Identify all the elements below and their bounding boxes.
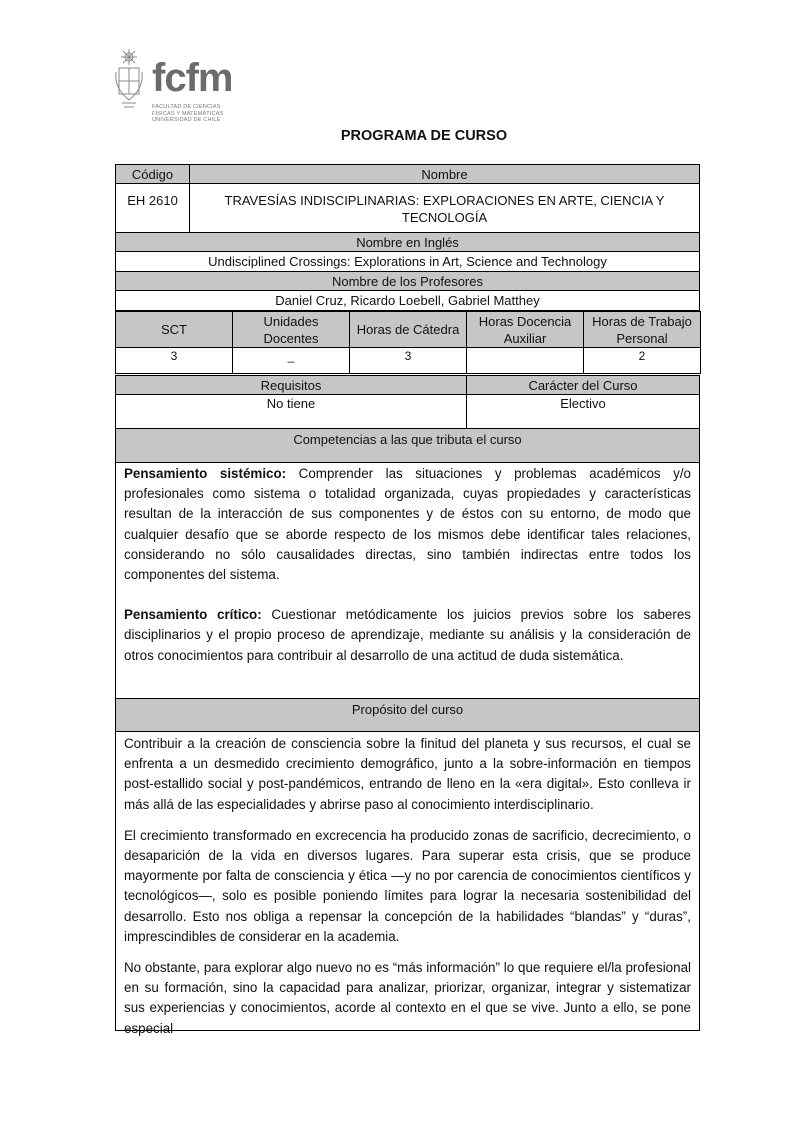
teaching-units-header: Unidades Docentes	[233, 312, 350, 348]
english-name-header: Nombre en Inglés	[116, 233, 700, 252]
competency-systemic: Pensamiento sistémico: Comprender las situaciones y problemas académicos y/o profesionales como sistema o totalidad organizada, cuyas propiedades y características resultan de la interacción de sus componentes y de éstos con su entorno, de modo que cualquier desafío que se aborde respecto de los mismos debe identificar tales relaciones, considerando no sólo causalidades directas, sino también indirectas entre todos los componentes del sistema.	[124, 466, 691, 583]
lecture-hours-header: Horas de Cátedra	[350, 312, 467, 348]
purpose-section	[115, 731, 700, 1036]
requirements-value: No tiene	[116, 395, 467, 429]
purpose-header: Propósito del curso	[116, 699, 700, 732]
purpose-paragraph: El crecimiento transformado en excrecencia ha producido zonas de sacrificio, decrecimiento, o desaparición de la vida en diversos lugares. Para superar esta crisis, que se produce mayormente por falta de consciencia y ética —y no por carencia de conocimientos científicos y tecnológicos—, solo es posible poniendo límites para lograr la necesaria sostenibilidad del desarrollo. Esto nos obliga a repensar la concepción de la habilidades “blandas” y “duras”, imprescindibles de considerar en la academia.	[124, 827, 691, 944]
page-title: PROGRAMA DE CURSO	[340, 128, 508, 144]
auxiliary-hours-header: Horas Docencia Auxiliar	[467, 312, 584, 348]
auxiliary-hours-value	[467, 348, 584, 374]
university-seal-icon	[112, 48, 146, 110]
purpose-header-table	[115, 698, 700, 732]
sct-header: SCT	[116, 312, 233, 348]
sct-value: 3	[116, 348, 233, 374]
course-character-header: Carácter del Curso	[467, 376, 700, 395]
purpose-paragraph: No obstante, para explorar algo nuevo no es “más información” lo que requiere el/la profesional en su formación, sino la capacidad para analizar, priorizar, organizar, integrar y sistematizar sus experiencias y conocimientos, acorde al contexto en el que se vive. Junto a ello, se pone especial	[124, 960, 691, 1036]
hours-table	[115, 311, 700, 374]
name-header: Nombre	[190, 165, 700, 184]
code-header: Código	[116, 165, 190, 184]
personal-work-hours-value: 2	[584, 348, 701, 374]
course-character-value: Electivo	[467, 395, 700, 429]
competencies-header: Competencias a las que tributa el curso	[116, 429, 700, 463]
lecture-hours-value: 3	[350, 348, 467, 374]
personal-work-hours-header: Horas de Trabajo Personal	[584, 312, 701, 348]
english-name: Undisciplined Crossings: Explorations in Art, Science and Technology	[116, 252, 700, 272]
competencies-section	[115, 462, 700, 699]
teaching-units-value: _	[233, 348, 350, 374]
professors-names: Daniel Cruz, Ricardo Loebell, Gabriel Matthey	[116, 291, 700, 311]
course-code: EH 2610	[116, 184, 190, 233]
course-info-table	[115, 164, 700, 311]
course-name: TRAVESÍAS INDISCIPLINARIAS: EXPLORACIONES EN ARTE, CIENCIA Y TECNOLOGÍA	[190, 184, 700, 233]
logo-subtitle: FACULTAD DE CIENCIAS FÍSICAS Y MATEMÁTICAS UNIVERSIDAD DE CHILE	[152, 104, 224, 123]
faculty-logo	[112, 44, 242, 134]
requirements-table	[115, 375, 700, 463]
purpose-paragraph: Contribuir a la creación de consciencia sobre la finitud del planeta y sus recursos, el cual se enfrenta a un desmedido crecimiento demográfico, junto a la sobre-información en tiempos post-estallido social y post-pandémicos, entrando de lleno en la «era digital». Esto conlleva ir más allá de las especialidades y abrirse paso al conocimiento interdisciplinario.	[124, 736, 691, 812]
professors-header: Nombre de los Profesores	[116, 272, 700, 291]
requirements-header: Requisitos	[116, 376, 467, 395]
logo-wordmark: fcfm	[152, 56, 233, 100]
competency-critical: Pensamiento crítico: Cuestionar metódicamente los juicios previos sobre los saberes disciplinarios y el propio proceso de aprendizaje, mediante su análisis y la consideración de otros conocimientos para contribuir al desarrollo de una actitud de duda sistemática.	[124, 607, 691, 663]
